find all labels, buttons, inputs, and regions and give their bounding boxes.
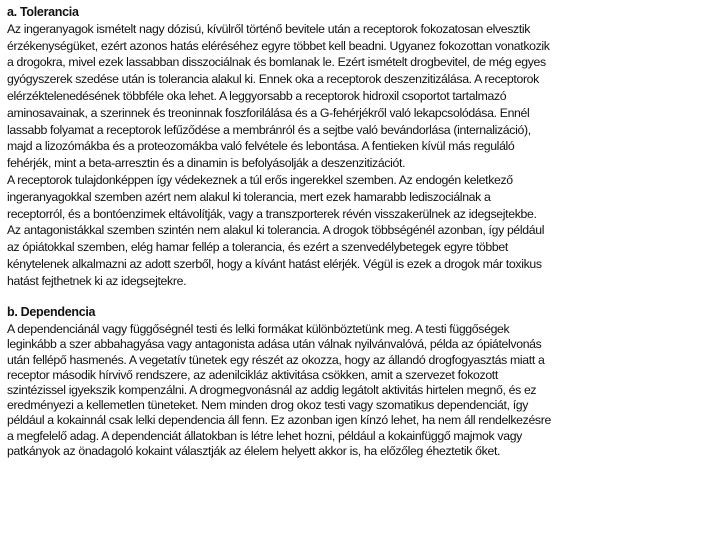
section-body (7, 21, 647, 290)
text-line: A receptorok tulajdonképpen így védekeznek a túl erős ingerekkel szemben. Az endogén keletkező (7, 172, 513, 187)
text-line: aminosavainak, a szerinnek és treoninnak foszforilálása és a G-fehérjékről való lekapcsolódása. Ennél (7, 105, 530, 120)
text-line: a drogokra, mivel ezek lassabban disszociálnak és bomlanak le. Ezért ismételt drogbevitel, de még egyes (7, 55, 546, 70)
section-heading: b. Dependencia (7, 305, 96, 319)
text-line: Az antagonistákkal szemben szintén nem alakul ki tolerancia. A drogok többségénél azonban, így például (7, 223, 545, 238)
section-heading: a. Tolerancia (7, 5, 79, 19)
text-line: érzékenységüket, ezért azonos hatás eléréséhez egyre többet kell beadni. Ugyanez fokozottan vonatkozik (7, 38, 550, 53)
text-line: majd a lizozómákba és a proteozomákba való felvétele és lebontása. A fentieken kívül más reguláló (7, 139, 515, 154)
text-line: patkányok az önadagoló kokaint választják az élelem helyett akkor is, ha előzőleg éheztetik őket. (7, 443, 501, 458)
text-line: leginkább a szer abbahagyása vagy antagonista adása után válnak nyilvánvalóvá, példa az ópiátelvonás (7, 337, 542, 352)
text-line: gyógyszerek szedése után is tolerancia alakul ki. Ennek oka a receptorok deszenzitizálása. A receptorok (7, 72, 539, 87)
text-line: például a kokainnál csak lelki dependencia áll fenn. Ez azonban igen kínzó lehet, ha nem áll rendelkezésre (7, 413, 551, 428)
section-tolerance (7, 4, 647, 290)
text-line: az ópiátokkal szemben, elég hamar fellép a tolerancia, és ezért a szenvedélybetegek egyre többet (7, 240, 508, 255)
text-line: után fellépő hasmenés. A vegetatív tünetek egy részét az okozza, hogy az állandó drogfogyasztás miatt a (7, 352, 545, 367)
text-line: lassabb folyamat a receptorok lefűződése a membránról és a sejtbe való bevándorlása (internalizáció), (7, 122, 531, 137)
text-line: Az ingeranyagok ismételt nagy dózisú, kívülről történő bevitele után a receptorok fokozatosan elvesztik (7, 21, 531, 36)
section-dependence (7, 305, 647, 459)
text-line: eredményezi a kellemetlen tüneteket. Nem minden drog okoz testi vagy szomatikus dependenciát, így (7, 398, 529, 413)
text-line: hatást fejthetnek ki az idegsejtekre. (7, 273, 187, 288)
text-line: elérzéktelenedésének többféle oka lehet. A leggyorsabb a receptorok hidroxil csoportot tartalmazó (7, 88, 507, 103)
text-line: receptorról, és a bontóenzimek eltávolítják, vagy a transzporterek révén visszakerülnek az idegsejtekbe. (7, 206, 537, 221)
section-body (7, 322, 647, 459)
text-line: a megfelelő adag. A dependenciát állatokban is létre lehet hozni, például a kokainfüggő majmok vagy (7, 428, 522, 443)
text-line: ingeranyagokkal szemben azért nem alakul ki tolerancia, mert ezek hamarabb lediszociálnak a (7, 189, 491, 204)
text-line: fehérjék, mint a beta-arresztin és a dinamin is befolyásolják a deszenzitizációt. (7, 156, 406, 171)
text-line: A dependenciánál vagy függőségnél testi és lelki formákat különböztetünk meg. A testi függőségek (7, 322, 510, 337)
text-line: kénytelenek alkalmazni az adott szerből, hogy a kívánt hatást elérjék. Végül is ezek a drogok már toxikus (7, 256, 542, 271)
text-line: szintézissel igyekszik kompenzálni. A drogmegvonásnál az addig legátolt aktivitás hirtelen megnő, és ez (7, 383, 537, 398)
text-line: receptor második hírvivő rendszere, az adenilcikláz aktivitása csökken, amit a szervezet fokozott (7, 367, 498, 382)
